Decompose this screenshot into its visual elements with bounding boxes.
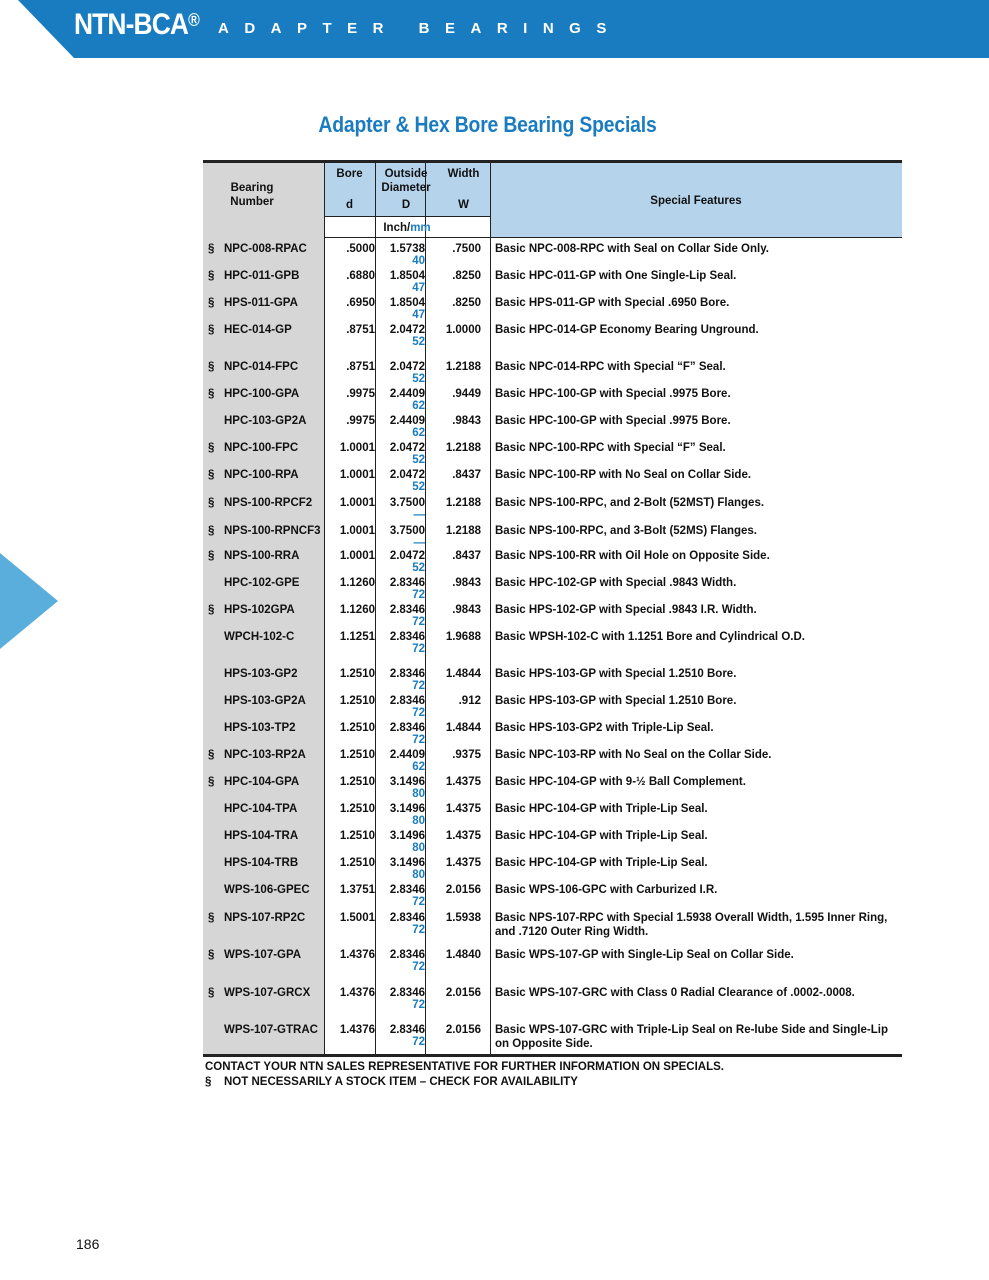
bore-value: 1.5001 bbox=[339, 912, 375, 924]
od-mm-value: 80 bbox=[412, 788, 425, 800]
bore-value: .9975 bbox=[346, 415, 375, 427]
width-value: .9449 bbox=[452, 388, 481, 400]
stock-symbol: § bbox=[208, 243, 215, 255]
width-value: 1.4844 bbox=[445, 722, 481, 734]
special-features: Basic WPS-106-GPC with Carburized I.R. bbox=[495, 884, 718, 896]
bearing-number: HPC-104-TPA bbox=[224, 803, 298, 815]
header-banner bbox=[0, 0, 989, 58]
bearing-number: HEC-014-GP bbox=[224, 324, 292, 336]
bearing-number: WPS-107-GPA bbox=[224, 949, 302, 961]
bearing-number: WPS-107-GTRAC bbox=[224, 1024, 318, 1036]
stock-note: § NOT NECESSARILY A STOCK ITEM – CHECK FOR AVAILABILITY bbox=[205, 1076, 578, 1088]
bearing-number: HPC-103-GP2A bbox=[224, 415, 307, 427]
bearing-number: HPC-011-GPB bbox=[224, 270, 300, 282]
width-value: 2.0156 bbox=[445, 884, 481, 896]
special-features: Basic HPC-104-GP with Triple-Lip Seal. bbox=[495, 857, 708, 869]
od-inch-value: 2.8346 bbox=[389, 577, 425, 589]
width-value: .9843 bbox=[452, 577, 481, 589]
width-value: .912 bbox=[458, 695, 481, 707]
special-features: Basic WPSH-102-C with 1.1251 Bore and Cylindrical O.D. bbox=[495, 631, 805, 643]
bore-value: 1.2510 bbox=[339, 695, 375, 707]
stock-symbol: § bbox=[208, 297, 215, 309]
bearing-number: NPS-100-RPNCF3 bbox=[224, 525, 321, 537]
bearing-number: HPS-103-GP2 bbox=[224, 668, 298, 680]
od-mm-value: 62 bbox=[412, 761, 425, 773]
od-inch-value: 3.7500 bbox=[389, 525, 425, 537]
od-mm-value: 62 bbox=[412, 400, 425, 412]
od-inch-value: 2.8346 bbox=[389, 987, 425, 999]
bore-value: 1.2510 bbox=[339, 668, 375, 680]
od-inch-value: 2.8346 bbox=[389, 912, 425, 924]
stock-symbol: § bbox=[208, 912, 215, 924]
contact-note: CONTACT YOUR NTN SALES REPRESENTATIVE FOR FURTHER INFORMATION ON SPECIALS. bbox=[205, 1061, 725, 1073]
bearing-number: HPS-102GPA bbox=[224, 604, 295, 616]
od-mm-value: 62 bbox=[412, 427, 425, 439]
table-top-rule bbox=[203, 160, 902, 163]
special-features: Basic HPC-104-GP with Triple-Lip Seal. bbox=[495, 803, 708, 815]
bearing-number: WPS-107-GRCX bbox=[224, 987, 311, 999]
od-mm-value: 80 bbox=[412, 842, 425, 854]
table-bottom-rule bbox=[203, 1054, 902, 1057]
page-number: 186 bbox=[76, 1236, 100, 1252]
bearing-number: HPC-104-GPA bbox=[224, 776, 300, 788]
od-mm-value: 52 bbox=[412, 454, 425, 466]
bore-value: 1.4376 bbox=[339, 987, 375, 999]
special-features: Basic HPS-102-GP with Special .9843 I.R. Width. bbox=[495, 604, 757, 616]
bore-value: 1.3751 bbox=[339, 884, 375, 896]
special-features: Basic WPS-107-GRC with Triple-Lip Seal on Re-lube Side and Single-Lip on Opposite Side. bbox=[495, 1024, 888, 1050]
width-value: 1.2188 bbox=[445, 525, 481, 537]
od-inch-value: 2.0472 bbox=[389, 469, 425, 481]
stock-symbol: § bbox=[208, 361, 215, 373]
special-features: Basic HPS-103-GP with Special 1.2510 Bore. bbox=[495, 668, 737, 680]
header-width: Width bbox=[447, 168, 480, 180]
special-features: Basic NPC-100-RP with No Seal on Collar Side. bbox=[495, 469, 752, 481]
bearing-number: HPS-103-GP2A bbox=[224, 695, 306, 707]
header-width-symbol: W bbox=[458, 199, 469, 211]
special-features: Basic NPS-100-RR with Oil Hole on Opposite Side. bbox=[495, 550, 770, 562]
od-mm-value: 52 bbox=[412, 336, 425, 348]
special-features: Basic HPC-100-GP with Special .9975 Bore. bbox=[495, 388, 731, 400]
od-inch-value: 2.8346 bbox=[389, 1024, 425, 1036]
bore-value: 1.0001 bbox=[339, 525, 375, 537]
width-value: 1.4375 bbox=[445, 857, 481, 869]
header-bearing-number: Bearing Number bbox=[230, 182, 274, 208]
od-inch-value: 3.1496 bbox=[389, 776, 425, 788]
od-inch-value: 1.5738 bbox=[389, 243, 425, 255]
brand-logo: NTN-BCA® bbox=[74, 8, 199, 41]
width-value: .7500 bbox=[452, 243, 481, 255]
special-features: Basic HPS-103-GP with Special 1.2510 Bore. bbox=[495, 695, 737, 707]
bearing-number: NPS-107-RP2C bbox=[224, 912, 306, 924]
bore-value: 1.2510 bbox=[339, 722, 375, 734]
stock-symbol: § bbox=[208, 497, 215, 509]
header-od-symbol: D bbox=[401, 199, 411, 211]
od-inch-value: 2.0472 bbox=[389, 324, 425, 336]
header-divider bbox=[324, 237, 902, 238]
bore-value: 1.2510 bbox=[339, 857, 375, 869]
special-features: Basic NPS-100-RPC, and 2-Bolt (52MST) Flanges. bbox=[495, 497, 765, 509]
bore-value: 1.0001 bbox=[339, 497, 375, 509]
od-mm-value: 72 bbox=[412, 999, 425, 1011]
bore-value: .8751 bbox=[346, 361, 375, 373]
bearing-number: HPC-100-GPA bbox=[224, 388, 300, 400]
header-outside-diameter: Outside Diameter bbox=[381, 168, 431, 194]
bore-value: 1.2510 bbox=[339, 830, 375, 842]
footnotes bbox=[205, 1060, 724, 1090]
stock-symbol: § bbox=[208, 949, 215, 961]
width-value: 1.4844 bbox=[445, 668, 481, 680]
section-title: ADAPTER BEARINGS bbox=[218, 20, 622, 37]
od-inch-value: 2.8346 bbox=[389, 884, 425, 896]
od-mm-value: 72 bbox=[412, 589, 425, 601]
od-mm-value: 72 bbox=[412, 643, 425, 655]
od-mm-value: 72 bbox=[412, 707, 425, 719]
od-mm-value: 72 bbox=[412, 961, 425, 973]
od-inch-value: 3.1496 bbox=[389, 857, 425, 869]
stock-symbol: § bbox=[208, 749, 215, 761]
special-features: Basic NPC-008-RPC with Seal on Collar Side Only. bbox=[495, 243, 769, 255]
od-mm-value: 72 bbox=[412, 1036, 425, 1048]
od-mm-value: 52 bbox=[412, 481, 425, 493]
stock-symbol: § bbox=[208, 469, 215, 481]
od-mm-value: 72 bbox=[412, 896, 425, 908]
width-value: 2.0156 bbox=[445, 1024, 481, 1036]
width-value: .9375 bbox=[452, 749, 481, 761]
od-mm-value: 52 bbox=[412, 373, 425, 385]
width-value: .8250 bbox=[452, 297, 481, 309]
od-mm-value: 72 bbox=[412, 680, 425, 692]
width-value: 1.9688 bbox=[445, 631, 481, 643]
width-value: .8437 bbox=[452, 469, 481, 481]
od-mm-value: 52 bbox=[412, 562, 425, 574]
bearing-number: NPS-100-RPCF2 bbox=[224, 497, 313, 509]
od-inch-value: 2.4409 bbox=[389, 388, 425, 400]
bore-value: .6950 bbox=[346, 297, 375, 309]
bearing-number: NPC-014-FPC bbox=[224, 361, 299, 373]
col-divider bbox=[490, 163, 491, 1054]
width-value: 1.2188 bbox=[445, 442, 481, 454]
special-features: Basic HPC-100-GP with Special .9975 Bore. bbox=[495, 415, 731, 427]
od-inch-value: 3.1496 bbox=[389, 830, 425, 842]
bore-value: .9975 bbox=[346, 388, 375, 400]
bore-value: 1.0001 bbox=[339, 550, 375, 562]
od-inch-value: 2.0472 bbox=[389, 442, 425, 454]
width-value: 1.4375 bbox=[445, 803, 481, 815]
od-inch-value: 3.7500 bbox=[389, 497, 425, 509]
width-value: 1.2188 bbox=[445, 497, 481, 509]
header-special-features: Special Features bbox=[650, 195, 742, 207]
side-tab-triangle-icon bbox=[0, 553, 58, 649]
bearing-number: HPS-104-TRB bbox=[224, 857, 299, 869]
bearing-number: HPS-104-TRA bbox=[224, 830, 299, 842]
bore-value: .6880 bbox=[346, 270, 375, 282]
bore-value: 1.0001 bbox=[339, 442, 375, 454]
width-value: .8437 bbox=[452, 550, 481, 562]
bore-value: 1.0001 bbox=[339, 469, 375, 481]
od-mm-value: 80 bbox=[412, 869, 425, 881]
od-inch-value: 2.8346 bbox=[389, 695, 425, 707]
special-features: Basic NPC-014-RPC with Special “F” Seal. bbox=[495, 361, 726, 373]
od-mm-value: 47 bbox=[412, 309, 425, 321]
bearing-number: NPC-100-RPA bbox=[224, 469, 299, 481]
od-inch-value: 2.8346 bbox=[389, 604, 425, 616]
special-features: Basic WPS-107-GRC with Class 0 Radial Clearance of .0002-.0008. bbox=[495, 987, 855, 999]
bore-value: 1.4376 bbox=[339, 949, 375, 961]
width-value: .9843 bbox=[452, 415, 481, 427]
bore-value: 1.1251 bbox=[339, 631, 375, 643]
od-inch-value: 2.4409 bbox=[389, 749, 425, 761]
stock-symbol: § bbox=[208, 324, 215, 336]
bearing-number: NPC-103-RP2A bbox=[224, 749, 306, 761]
od-inch-value: 2.0472 bbox=[389, 361, 425, 373]
width-value: .9843 bbox=[452, 604, 481, 616]
header-divider bbox=[324, 216, 490, 217]
stock-symbol: § bbox=[208, 525, 215, 537]
special-features: Basic HPS-011-GP with Special .6950 Bore. bbox=[495, 297, 730, 309]
od-mm-value: 72 bbox=[412, 924, 425, 936]
width-value: 2.0156 bbox=[445, 987, 481, 999]
od-inch-value: 2.4409 bbox=[389, 415, 425, 427]
width-value: .8250 bbox=[452, 270, 481, 282]
bearing-number: NPC-100-FPC bbox=[224, 442, 299, 454]
special-features: Basic NPS-100-RPC, and 3-Bolt (52MS) Flanges. bbox=[495, 525, 758, 537]
special-features: Basic NPS-107-RPC with Special 1.5938 Overall Width, 1.595 Inner Ring, and .7120 Outer Ring Width. bbox=[495, 912, 888, 938]
stock-symbol: § bbox=[208, 388, 215, 400]
stock-symbol: § bbox=[208, 987, 215, 999]
page-title: Adapter & Hex Bore Bearing Specials bbox=[318, 112, 657, 137]
od-mm-value: 72 bbox=[412, 616, 425, 628]
special-features: Basic HPC-014-GP Economy Bearing Unground. bbox=[495, 324, 759, 336]
stock-symbol: § bbox=[208, 270, 215, 282]
bore-value: 1.2510 bbox=[339, 776, 375, 788]
stock-symbol: § bbox=[208, 604, 215, 616]
width-value: 1.4375 bbox=[445, 830, 481, 842]
width-value: 1.4375 bbox=[445, 776, 481, 788]
od-inch-value: 1.8504 bbox=[389, 297, 425, 309]
special-features: Basic HPC-104-GP with Triple-Lip Seal. bbox=[495, 830, 708, 842]
od-mm-value: — bbox=[413, 509, 425, 521]
bore-value: 1.2510 bbox=[339, 749, 375, 761]
width-value: 1.2188 bbox=[445, 361, 481, 373]
special-features: Basic HPC-104-GP with 9-½ Ball Complement. bbox=[495, 776, 746, 788]
bearing-number: HPS-011-GPA bbox=[224, 297, 298, 309]
special-features: Basic HPS-103-GP2 with Triple-Lip Seal. bbox=[495, 722, 714, 734]
bore-value: 1.1260 bbox=[339, 577, 375, 589]
od-mm-value: 47 bbox=[412, 282, 425, 294]
special-features: Basic HPC-011-GP with One Single-Lip Seal. bbox=[495, 270, 737, 282]
header-features-bg bbox=[490, 216, 902, 237]
special-features: Basic WPS-107-GP with Single-Lip Seal on Collar Side. bbox=[495, 949, 794, 961]
od-mm-value: 80 bbox=[412, 815, 425, 827]
od-inch-value: 2.8346 bbox=[389, 949, 425, 961]
bearing-number: NPC-008-RPAC bbox=[224, 243, 307, 255]
bearing-number: HPS-103-TP2 bbox=[224, 722, 296, 734]
bearing-number: HPC-102-GPE bbox=[224, 577, 300, 589]
bearing-number: NPS-100-RRA bbox=[224, 550, 300, 562]
header-bore: Bore bbox=[336, 168, 363, 180]
bearing-number: WPCH-102-C bbox=[224, 631, 295, 643]
width-value: 1.5938 bbox=[445, 912, 481, 924]
stock-symbol: § bbox=[208, 442, 215, 454]
stock-symbol: § bbox=[208, 776, 215, 788]
special-features: Basic HPC-102-GP with Special .9843 Width. bbox=[495, 577, 737, 589]
od-inch-value: 2.0472 bbox=[389, 550, 425, 562]
special-features: Basic NPC-100-RPC with Special “F” Seal. bbox=[495, 442, 726, 454]
od-inch-value: 2.8346 bbox=[389, 722, 425, 734]
od-mm-value: 72 bbox=[412, 734, 425, 746]
od-inch-value: 2.8346 bbox=[389, 631, 425, 643]
bore-value: .8751 bbox=[346, 324, 375, 336]
special-features: Basic NPC-103-RP with No Seal on the Collar Side. bbox=[495, 749, 772, 761]
bore-value: 1.4376 bbox=[339, 1024, 375, 1036]
width-value: 1.0000 bbox=[445, 324, 481, 336]
od-inch-value: 2.8346 bbox=[389, 668, 425, 680]
bore-value: .5000 bbox=[346, 243, 375, 255]
od-mm-value: — bbox=[413, 537, 425, 549]
bore-value: 1.2510 bbox=[339, 803, 375, 815]
header-units: Inch/mm bbox=[383, 222, 431, 234]
bore-value: 1.1260 bbox=[339, 604, 375, 616]
width-value: 1.4840 bbox=[445, 949, 481, 961]
stock-symbol: § bbox=[208, 550, 215, 562]
bearing-number: WPS-106-GPEC bbox=[224, 884, 310, 896]
header-bore-symbol: d bbox=[345, 199, 354, 211]
od-inch-value: 3.1496 bbox=[389, 803, 425, 815]
od-inch-value: 1.8504 bbox=[389, 270, 425, 282]
od-mm-value: 40 bbox=[412, 255, 425, 267]
